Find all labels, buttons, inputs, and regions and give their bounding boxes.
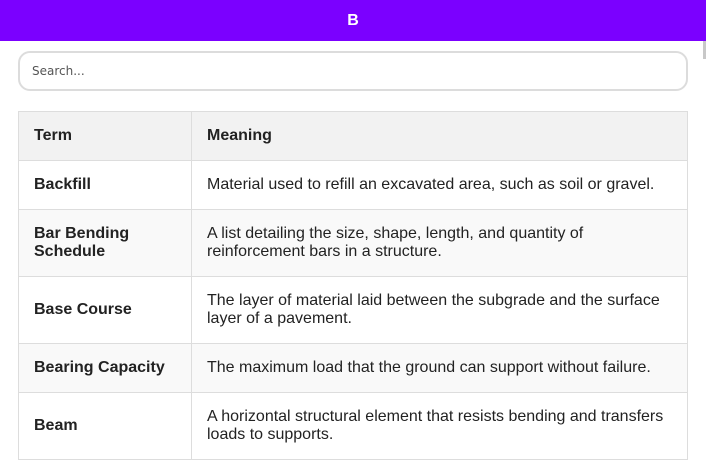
meaning-cell: Material used to refill an excavated area, such as soil or gravel. bbox=[192, 161, 688, 210]
term-cell: Bar Bending Schedule bbox=[19, 210, 192, 277]
glossary-table bbox=[18, 111, 688, 460]
page-header bbox=[0, 0, 706, 41]
search-bar bbox=[18, 51, 688, 91]
term-cell: Bearing Capacity bbox=[19, 344, 192, 393]
page-title: B bbox=[347, 11, 359, 29]
meaning-cell: A horizontal structural element that resists bending and transfers loads to supports. bbox=[192, 393, 688, 460]
table-row bbox=[19, 344, 688, 393]
column-header-term: Term bbox=[19, 112, 192, 161]
search-input[interactable] bbox=[18, 51, 688, 91]
meaning-cell: The maximum load that the ground can support without failure. bbox=[192, 344, 688, 393]
table-row bbox=[19, 161, 688, 210]
table-row bbox=[19, 277, 688, 344]
column-header-meaning: Meaning bbox=[192, 112, 688, 161]
term-cell: Base Course bbox=[19, 277, 192, 344]
meaning-cell: The layer of material laid between the subgrade and the surface layer of a pavement. bbox=[192, 277, 688, 344]
table-header-row bbox=[19, 112, 688, 161]
term-cell: Beam bbox=[19, 393, 192, 460]
table-row bbox=[19, 210, 688, 277]
meaning-cell: A list detailing the size, shape, length, and quantity of reinforcement bars in a structure. bbox=[192, 210, 688, 277]
term-cell: Backfill bbox=[19, 161, 192, 210]
table-row bbox=[19, 393, 688, 460]
